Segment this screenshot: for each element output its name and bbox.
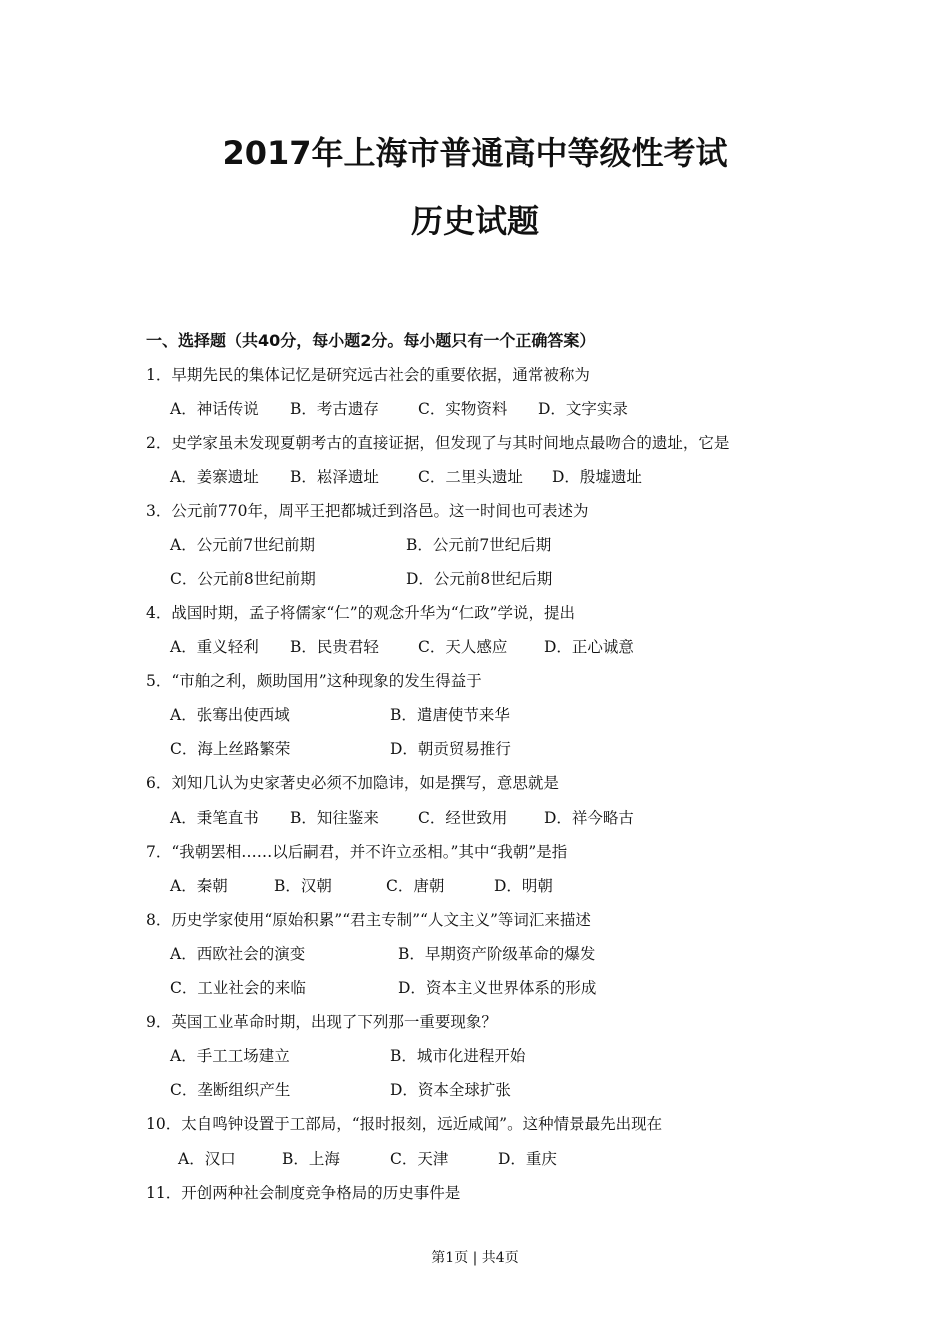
- q5-option-c: C．海上丝路繁荣: [170, 740, 291, 758]
- q9-option-b: B．城市化进程开始: [390, 1047, 526, 1065]
- q4-option-b: B．民贵君轻: [290, 638, 379, 656]
- q4-option-c: C．天人感应: [418, 638, 508, 656]
- question-8: 8．历史学家使用“原始积累”“君主专制”“人文主义”等词汇来描述: [146, 911, 591, 929]
- q5-option-d: D．朝贡贸易推行: [390, 740, 511, 758]
- q8-option-a: A．西欧社会的演变: [170, 945, 306, 963]
- q7-option-b: B．汉朝: [274, 877, 332, 895]
- q1-option-c: C．实物资料: [418, 400, 508, 418]
- exam-subtitle: 历史试题: [410, 202, 539, 240]
- q8-option-b: B．早期资产阶级革命的爆发: [398, 945, 596, 963]
- q10-option-b: B．上海: [282, 1150, 340, 1168]
- q6-option-d: D．祥今略古: [544, 809, 634, 827]
- q2-option-b: B．崧泽遗址: [290, 468, 379, 486]
- page-footer: 第1页 | 共4页: [431, 1250, 519, 1266]
- q3-option-c: C．公元前8世纪前期: [170, 570, 316, 588]
- q6-option-c: C．经世致用: [418, 809, 508, 827]
- exam-title: 2017年上海市普通高中等级性考试: [222, 134, 728, 172]
- q4-option-a: A．重义轻利: [170, 638, 259, 656]
- q8-option-d: D．资本主义世界体系的形成: [398, 979, 597, 997]
- q9-option-a: A．手工工场建立: [170, 1047, 290, 1065]
- q7-option-c: C．唐朝: [386, 877, 445, 895]
- q3-option-d: D．公元前8世纪后期: [406, 570, 553, 588]
- question-11: 11．开创两种社会制度竞争格局的历史事件是: [146, 1184, 461, 1202]
- q6-option-a: A．秉笔直书: [170, 809, 259, 827]
- q4-option-d: D．正心诚意: [544, 638, 634, 656]
- question-5: 5．“市舶之利，颇助国用”这种现象的发生得益于: [146, 672, 482, 690]
- q2-option-a: A．姜寨遗址: [170, 468, 259, 486]
- q7-option-a: A．秦朝: [170, 877, 228, 895]
- q9-option-c: C．垄断组织产生: [170, 1081, 291, 1099]
- question-10: 10．太自鸣钟设置于工部局，“报时报刻，远近咸闻”。这种情景最先出现在: [146, 1115, 663, 1133]
- q6-option-b: B．知往鉴来: [290, 809, 379, 827]
- q10-option-a: A．汉口: [178, 1150, 236, 1168]
- question-1: 1．早期先民的集体记忆是研究远古社会的重要依据，通常被称为: [146, 366, 590, 384]
- q1-option-b: B．考古遗存: [290, 400, 379, 418]
- q5-option-b: B．遣唐使节来华: [390, 706, 510, 724]
- question-7: 7．“我朝罢相……以后嗣君，并不许立丞相。”其中“我朝”是指: [146, 843, 568, 861]
- q5-option-a: A．张骞出使西域: [170, 706, 290, 724]
- q1-option-d: D．文字实录: [538, 400, 628, 418]
- question-2: 2．史学家虽未发现夏朝考古的直接证据，但发现了与其时间地点最吻合的遗址，它是: [146, 434, 730, 452]
- section-heading: 一、选择题（共40分，每小题2分。每小题只有一个正确答案）: [146, 331, 596, 350]
- q1-option-a: A．神话传说: [170, 400, 259, 418]
- q9-option-d: D．资本全球扩张: [390, 1081, 511, 1099]
- question-6: 6．刘知几认为史家著史必须不加隐讳，如是撰写，意思就是: [146, 774, 559, 792]
- q2-option-d: D．殷墟遗址: [552, 468, 642, 486]
- q10-option-c: C．天津: [390, 1150, 449, 1168]
- q10-option-d: D．重庆: [498, 1150, 557, 1168]
- q7-option-d: D．明朝: [494, 877, 553, 895]
- question-9: 9．英国工业革命时期，出现了下列那一重要现象？: [146, 1013, 497, 1031]
- q3-option-a: A．公元前7世纪前期: [170, 536, 316, 554]
- question-4: 4．战国时期，孟子将儒家“仁”的观念升华为“仁政”学说，提出: [146, 604, 576, 622]
- q3-option-b: B．公元前7世纪后期: [406, 536, 552, 554]
- q8-option-c: C．工业社会的来临: [170, 979, 306, 997]
- q2-option-c: C．二里头遗址: [418, 468, 523, 486]
- question-3: 3．公元前770年，周平王把都城迁到洛邑。这一时间也可表述为: [146, 502, 589, 520]
